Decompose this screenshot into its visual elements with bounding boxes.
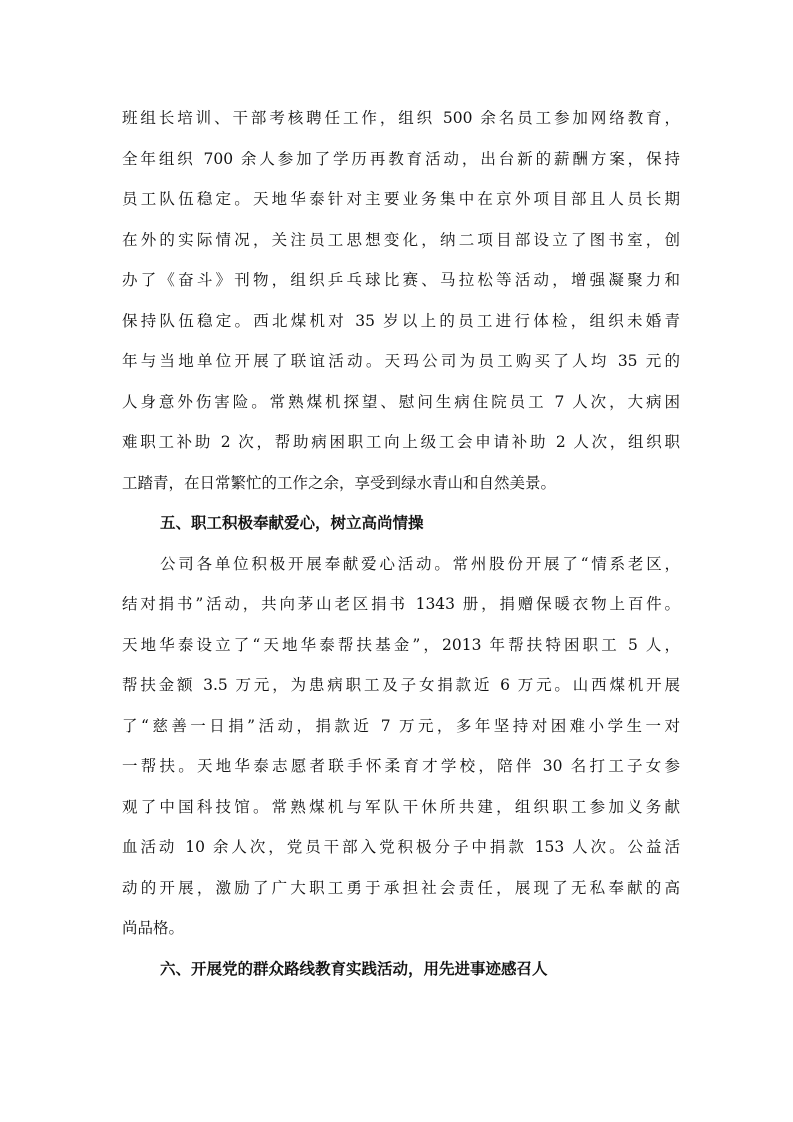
paragraph-line: 在外的实际情况，关注员工思想变化，纳二项目部设立了图书室，创 xyxy=(122,230,680,249)
paragraph-line: 观了中国科技馆。常熟煤机与军队干休所共建，组织职工参加义务献 xyxy=(122,797,680,816)
paragraph-line: 工踏青，在日常繁忙的工作之余，享受到绿水青山和自然美景。 xyxy=(122,473,557,492)
paragraph-line: 公司各单位积极开展奉献爱心活动。常州股份开展了“情系老区， xyxy=(160,554,680,573)
paragraph-line: 年与当地单位开展了联谊活动。天玛公司为员工购买了人均 35 元的 xyxy=(122,352,680,370)
paragraph-line: 办了《奋斗》刊物，组织乒乓球比赛、马拉松等活动，增强凝聚力和 xyxy=(122,271,680,289)
paragraph-line: 结对捐书”活动，共向茅山老区捐书 1343 册，捐赠保暖衣物上百件。 xyxy=(122,595,680,613)
section-heading: 五、职工积极奉献爱心，树立高尚情操 xyxy=(160,514,424,532)
paragraph-line: 天地华泰设立了“天地华泰帮扶基金”，2013 年帮扶特困职工 5 人， xyxy=(122,635,680,654)
paragraph-line: 了“慈善一日捐”活动，捐款近 7 万元，多年坚持对困难小学生一对 xyxy=(122,716,680,735)
paragraph-line: 血活动 10 余人次，党员干部入党积极分子中捐款 153 人次。公益活 xyxy=(122,838,680,856)
paragraph-line: 动的开展，激励了广大职工勇于承担社会责任，展现了无私奉献的高 xyxy=(122,878,680,897)
paragraph-line: 班组长培训、干部考核聘任工作，组织 500 余名员工参加网络教育， xyxy=(122,109,680,127)
paragraph-line: 全年组织 700 余人参加了学历再教育活动，出台新的薪酬方案，保持 xyxy=(122,149,680,168)
section-heading: 六、开展党的群众路线教育实践活动，用先进事迹感召人 xyxy=(160,959,548,978)
paragraph-line: 人身意外伤害险。常熟煤机探望、慰问生病住院员工 7 人次，大病困 xyxy=(122,392,680,411)
paragraph-line: 尚品格。 xyxy=(122,919,185,937)
paragraph-line: 帮扶金额 3.5 万元，为患病职工及子女捐款近 6 万元。山西煤机开展 xyxy=(122,676,680,694)
document-page xyxy=(122,98,680,989)
paragraph-line: 一帮扶。天地华泰志愿者联手怀柔育才学校，陪伴 30 名打工子女参 xyxy=(122,757,680,775)
paragraph-line: 难职工补助 2 次，帮助病困职工向上级工会申请补助 2 人次，组织职 xyxy=(122,433,680,451)
paragraph-line: 员工队伍稳定。天地华泰针对主要业务集中在京外项目部且人员长期 xyxy=(122,190,680,208)
paragraph-line: 保持队伍稳定。西北煤机对 35 岁以上的员工进行体检，组织未婚青 xyxy=(122,311,680,330)
